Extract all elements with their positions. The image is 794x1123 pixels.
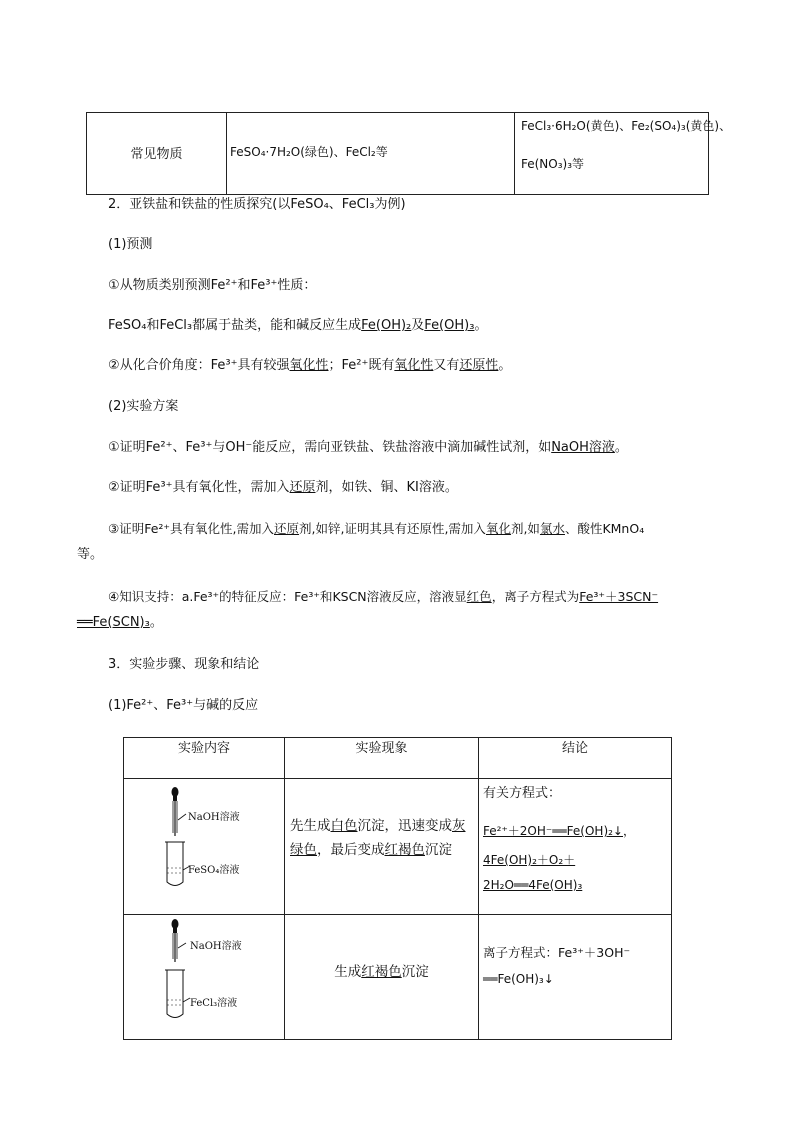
predict-title: (1)预测 <box>108 237 153 252</box>
header-conclusion: 结论 <box>561 741 588 756</box>
row-label: 常见物质 <box>130 147 183 162</box>
ferric-substances-line1: FeCl₃·6H₂O(黄色)、Fe₂(SO₄)₃(黄色)、 <box>521 119 732 133</box>
header-content: 实验内容 <box>177 741 230 756</box>
tube2-bottom-label: FeCl₃溶液 <box>190 998 238 1009</box>
conclusion-1-title: 有关方程式： <box>483 786 562 801</box>
conclusion-1-eq1: Fe²⁺＋2OH⁻══Fe(OH)₂↓， <box>483 824 636 838</box>
paragraph-1: ①从物质类别预测Fe²⁺和Fe³⁺性质： <box>108 278 317 293</box>
paragraph-6-line2: 等。 <box>77 547 104 562</box>
plan-title: (2)实验方案 <box>108 399 179 414</box>
section3-heading: 3．实验步骤、现象和结论 <box>108 657 260 672</box>
ferrous-cell <box>226 113 515 194</box>
phenomenon-2: 生成红褐色沉淀 <box>334 964 429 980</box>
conclusion-2-line2: ══Fe(OH)₃↓ <box>483 972 554 986</box>
paragraph-7: ④知识支持：a.Fe³⁺的特征反应：Fe³⁺和KSCN溶液反应，溶液显红色，离子方程式为Fe³⁺＋3SCN⁻ <box>108 589 659 604</box>
ferrous-substances: FeSO₄·7H₂O(绿色)、FeCl₂等 <box>230 145 388 159</box>
paragraph-4: ①证明Fe²⁺、Fe³⁺与OH⁻能反应，需向亚铁盐、铁盐溶液中滴加碱性试剂，如NaOH溶液。 <box>108 440 628 455</box>
substances-table <box>86 112 732 195</box>
phenomenon-1: 先生成白色沉淀，迅速变成灰绿色，最后变成红褐色沉淀 <box>290 818 466 858</box>
paragraph-7-line2: ══Fe(SCN)₃。 <box>77 615 163 630</box>
section3-sub1: (1)Fe²⁺、Fe³⁺与碱的反应 <box>108 698 259 713</box>
tube1-top-label: NaOH溶液 <box>188 812 240 823</box>
paragraph-6: ③证明Fe²⁺具有氧化性,需加入还原剂,如锌,证明其具有还原性,需加入氧化剂,如氯水、酸性KMnO₄ <box>108 521 645 536</box>
ferric-cell <box>515 113 732 194</box>
conclusion-1-eq2: 4Fe(OH)₂＋O₂＋ <box>483 853 576 867</box>
test-tube-diagram-2 <box>164 918 274 1024</box>
conclusion-2-line1: 离子方程式：Fe³⁺＋3OH⁻ <box>483 945 631 960</box>
paragraph-3: ②从化合价角度：Fe³⁺具有较强氧化性；Fe²⁺既有氧化性又有还原性。 <box>108 358 512 373</box>
paragraph-2: FeSO₄和FeCl₃都属于盐类，能和碱反应生成Fe(OH)₂及Fe(OH)₃。 <box>108 318 488 333</box>
header-phenomenon: 实验现象 <box>355 741 408 756</box>
conclusion-1-eq3: 2H₂O══4Fe(OH)₃ <box>483 878 583 892</box>
ferric-substances-line2: Fe(NO₃)₃等 <box>521 157 585 171</box>
section2-heading: 2．亚铁盐和铁盐的性质探究(以FeSO₄、FeCl₃为例) <box>108 197 406 212</box>
paragraph-5: ②证明Fe³⁺具有氧化性，需加入还原剂，如铁、铜、KI溶液。 <box>108 480 458 495</box>
experiment-table <box>123 737 672 1040</box>
row-label-cell <box>87 113 227 194</box>
test-tube-diagram-1 <box>164 786 274 890</box>
tube2-top-label: NaOH溶液 <box>190 941 242 952</box>
tube1-bottom-label: FeSO₄溶液 <box>188 865 240 876</box>
